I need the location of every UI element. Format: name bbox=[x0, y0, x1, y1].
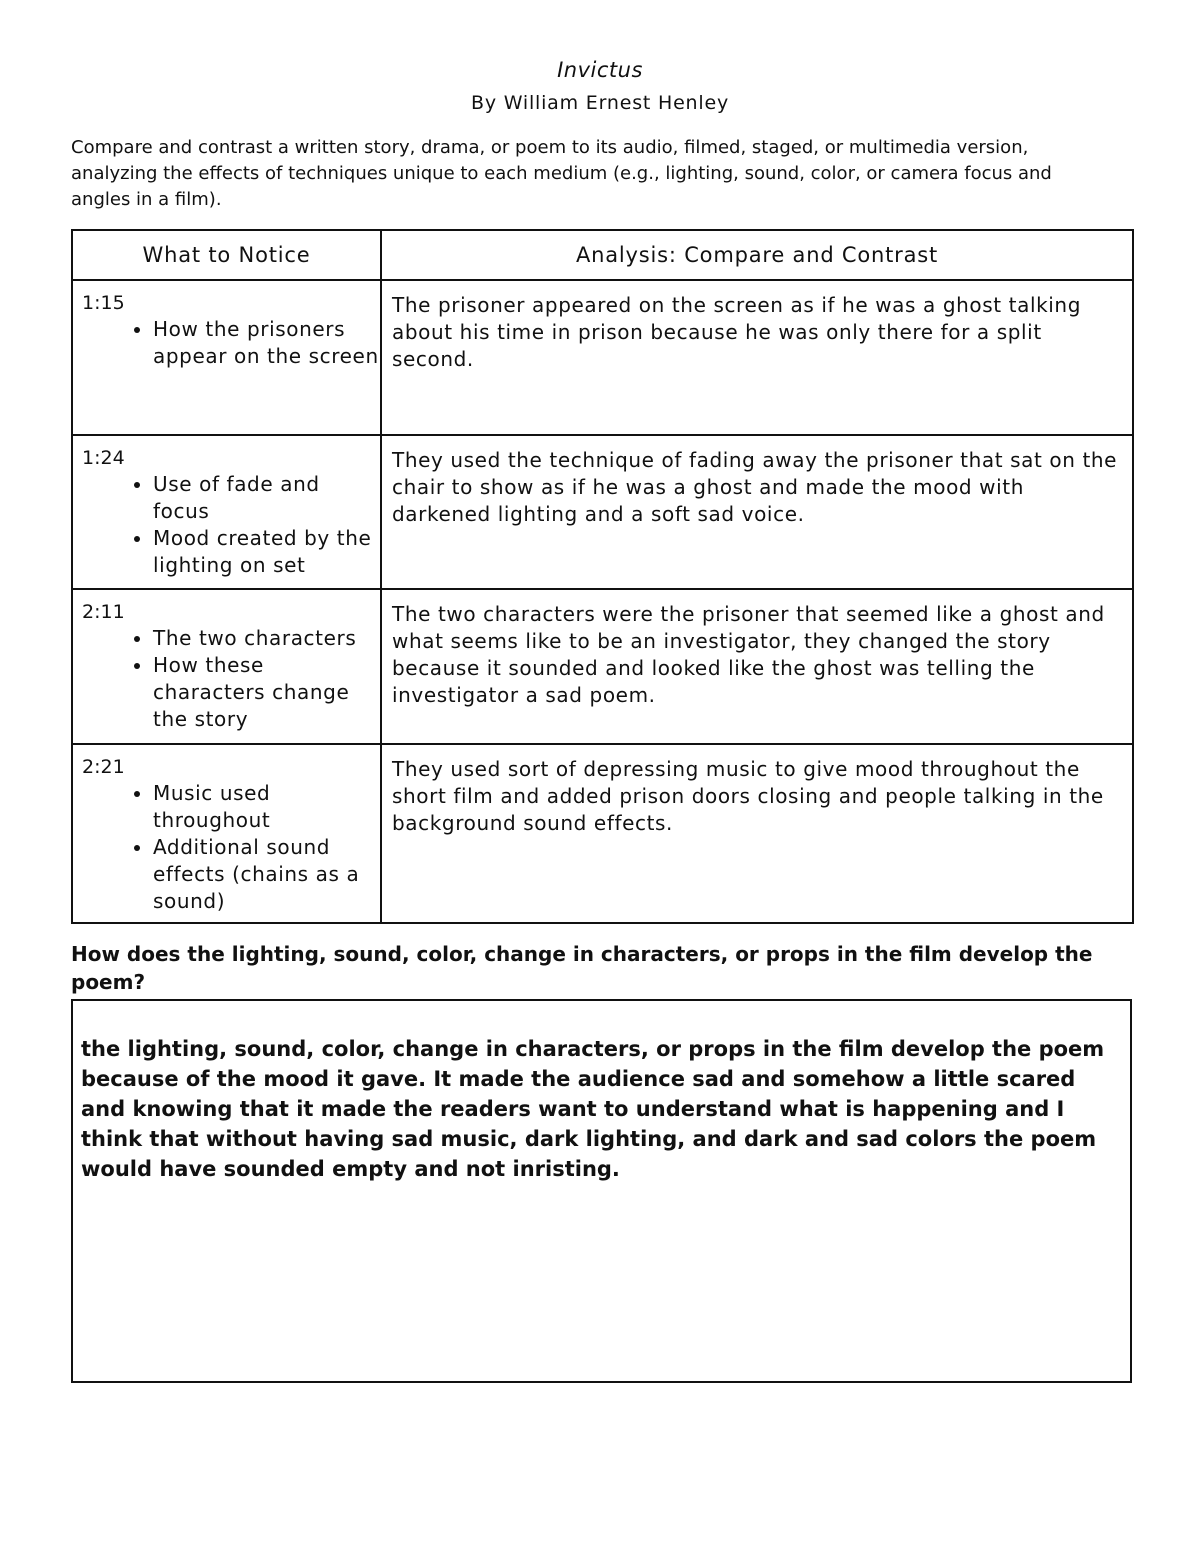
notice-item: • Use of fade and focus bbox=[153, 471, 380, 525]
notice-item: • How the prisoners appear on the screen bbox=[153, 316, 380, 370]
timestamp: 1:24 bbox=[82, 447, 125, 469]
notice-item: • The two characters bbox=[153, 625, 380, 652]
notice-item: • Music used throughout bbox=[153, 780, 380, 834]
document-author: By William Ernest Henley bbox=[470, 92, 730, 114]
analysis-text: The two characters were the prisoner that seemed like a ghost and what seems like to be an investigator, they changed the story because it sounded and looked like the ghost was telling the investigator a sad poem. bbox=[392, 602, 1105, 707]
header-what-to-notice: What to Notice bbox=[72, 230, 381, 280]
document-title: Invictus bbox=[557, 58, 643, 82]
notice-item: • Mood created by the lighting on set bbox=[153, 525, 380, 579]
notice-list bbox=[73, 625, 380, 733]
timestamp: 2:21 bbox=[82, 756, 125, 778]
header-analysis: Analysis: Compare and Contrast bbox=[381, 230, 1133, 280]
answer-text: the lighting, sound, color, change in characters, or props in the film develop the poem because of the mood it gave. It made the audience sad and somehow a little scared and knowing that it made the readers want to understand what is happening and I think that without having sad music, dark lighting, and dark and sad colors the poem would have sounded empty and not inristing. bbox=[81, 1037, 1105, 1181]
notice-cell bbox=[72, 744, 381, 923]
notice-list bbox=[73, 471, 380, 579]
table-row bbox=[72, 435, 1133, 589]
table-row bbox=[72, 280, 1133, 435]
notice-list bbox=[73, 780, 380, 915]
notice-cell bbox=[72, 435, 381, 589]
analysis-table bbox=[71, 229, 1134, 924]
notice-item: • Additional sound effects (chains as a sound) bbox=[153, 834, 380, 915]
question-prompt: How does the lighting, sound, color, change in characters, or props in the film develop the poem? bbox=[71, 942, 1093, 994]
analysis-cell[interactable] bbox=[381, 280, 1133, 435]
table-row bbox=[72, 589, 1133, 744]
analysis-cell[interactable] bbox=[381, 744, 1133, 923]
analysis-text: They used sort of depressing music to give mood throughout the short film and added prison doors closing and people talking in the background sound effects. bbox=[392, 757, 1104, 835]
analysis-text: The prisoner appeared on the screen as if he was a ghost talking about his time in prison because he was only there for a split second. bbox=[392, 293, 1082, 371]
timestamp: 1:15 bbox=[82, 292, 125, 314]
instructions-text: Compare and contrast a written story, drama, or poem to its audio, filmed, staged, or multimedia version, analyzing the effects of techniques unique to each medium (e.g., lighting, sound, color, or camera focus and angles in a film). bbox=[71, 137, 1052, 210]
notice-list bbox=[73, 316, 380, 370]
notice-cell bbox=[72, 589, 381, 744]
notice-cell bbox=[72, 280, 381, 435]
table-header-row bbox=[72, 230, 1133, 280]
timestamp: 2:11 bbox=[82, 601, 125, 623]
analysis-text: They used the technique of fading away the prisoner that sat on the chair to show as if he was a ghost and made the mood with darkened lighting and a soft sad voice. bbox=[392, 448, 1118, 526]
analysis-cell[interactable] bbox=[381, 435, 1133, 589]
answer-box[interactable] bbox=[71, 999, 1132, 1383]
table-row bbox=[72, 744, 1133, 923]
notice-item: • How these characters change the story bbox=[153, 652, 380, 733]
analysis-cell[interactable] bbox=[381, 589, 1133, 744]
